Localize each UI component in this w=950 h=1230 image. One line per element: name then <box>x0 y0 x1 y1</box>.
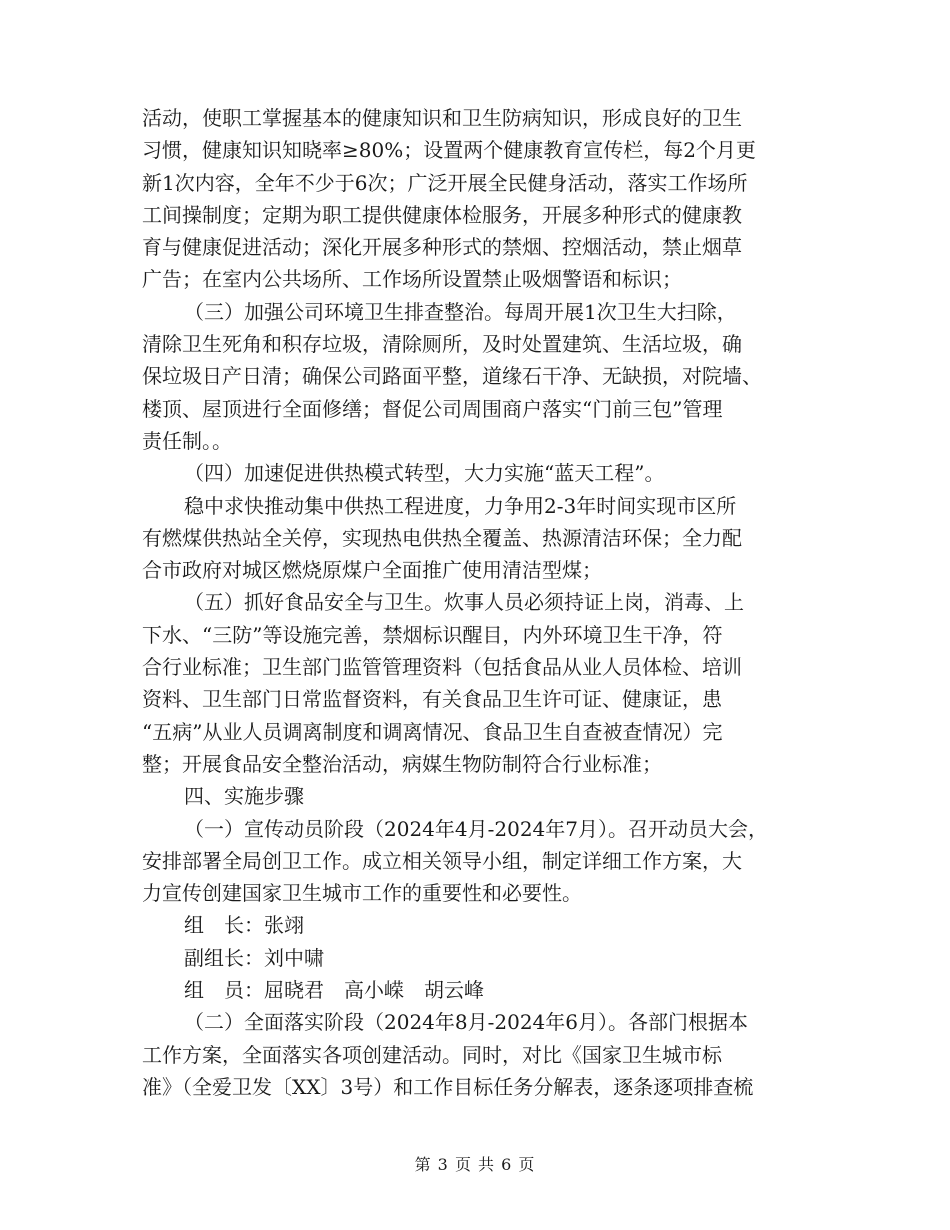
text-line: （二）全面落实阶段（2024年8月-2024年6月）。各部门根据本 <box>184 1010 749 1035</box>
text-line: 活动，使职工掌握基本的健康知识和卫生防病知识，形成良好的卫生 <box>142 106 742 130</box>
text-line: 组 长：张翊 <box>184 913 304 938</box>
text-line: 合市政府对城区燃烧原煤户全面推广使用清洁型煤； <box>142 558 602 583</box>
page-number-footer: 第 3 页 共 6 页 <box>414 1155 536 1174</box>
text-line: 合行业标准；卫生部门监管管理资料（包括食品从业人员体检、培训 <box>142 655 742 680</box>
text-line: 新1次内容，全年不少于6次；广泛开展全民健身活动，落实工作场所 <box>142 170 748 195</box>
text-line: 准》（全爱卫发〔XX〕3号）和工作目标任务分解表，逐条逐项排查梳 <box>142 1074 754 1099</box>
text-line: 习惯，健康知识知晓率≥80%；设置两个健康教育宣传栏，每2个月更 <box>142 138 756 163</box>
text-line: （五）抓好食品安全与卫生。炊事人员必须持证上岗，消毒、上 <box>184 590 744 615</box>
text-line: 资料、卫生部门日常监督资料，有关食品卫生许可证、健康证，患 <box>142 687 722 712</box>
text-line: 责任制。。 <box>142 428 232 453</box>
text-line: 四、实施步骤 <box>184 784 304 809</box>
text-line: 副组长：刘中啸 <box>184 945 324 970</box>
text-line: 安排部署全局创卫工作。成立相关领导小组，制定详细工作方案，大 <box>142 848 742 873</box>
text-line: 力宣传创建国家卫生城市工作的重要性和必要性。 <box>142 881 582 906</box>
text-line: 稳中求快推动集中供热工程进度，力争用2-3年时间实现市区所 <box>184 493 737 518</box>
text-line: 组 员：屈晓君 高小嵘 胡云峰 <box>184 978 484 1003</box>
document-body <box>142 102 822 1103</box>
text-line: 清除卫生死角和积存垃圾，清除厕所，及时处置建筑、生活垃圾，确 <box>142 332 742 357</box>
text-line: 广告；在室内公共场所、工作场所设置禁止吸烟警语和标识； <box>142 267 682 292</box>
text-line: 整；开展食品安全整治活动，病媒生物防制符合行业标准； <box>142 751 662 776</box>
text-line: （四）加速促进供热模式转型，大力实施“蓝天工程”。 <box>184 461 665 486</box>
text-line: 育与健康促进活动；深化开展多种形式的禁烟、控烟活动，禁止烟草 <box>142 235 742 260</box>
text-line: （一）宣传动员阶段（2024年4月-2024年7月）。召开动员大会， <box>184 816 769 841</box>
text-line: 下水、“三防”等设施完善，禁烟标识醒目，内外环境卫生干净，符 <box>142 622 723 647</box>
text-line: 保垃圾日产日清；确保公司路面平整，道缘石干净、无缺损，对院墙、 <box>142 364 762 389</box>
text-line: 工作方案，全面落实各项创建活动。同时，对比《国家卫生城市标 <box>142 1042 722 1067</box>
text-line: “五病”从业人员调离制度和调离情况、食品卫生自查被查情况）完 <box>142 719 723 744</box>
text-line: 楼顶、屋顶进行全面修缮；督促公司周围商户落实“门前三包”管理 <box>142 396 723 421</box>
text-line: （三）加强公司环境卫生排查整治。每周开展1次卫生大扫除， <box>184 299 737 324</box>
text-line: 有燃煤供热站全关停，实现热电供热全覆盖、热源清洁环保；全力配 <box>142 525 742 550</box>
text-line: 工间操制度；定期为职工提供健康体检服务，开展多种形式的健康教 <box>142 202 742 227</box>
